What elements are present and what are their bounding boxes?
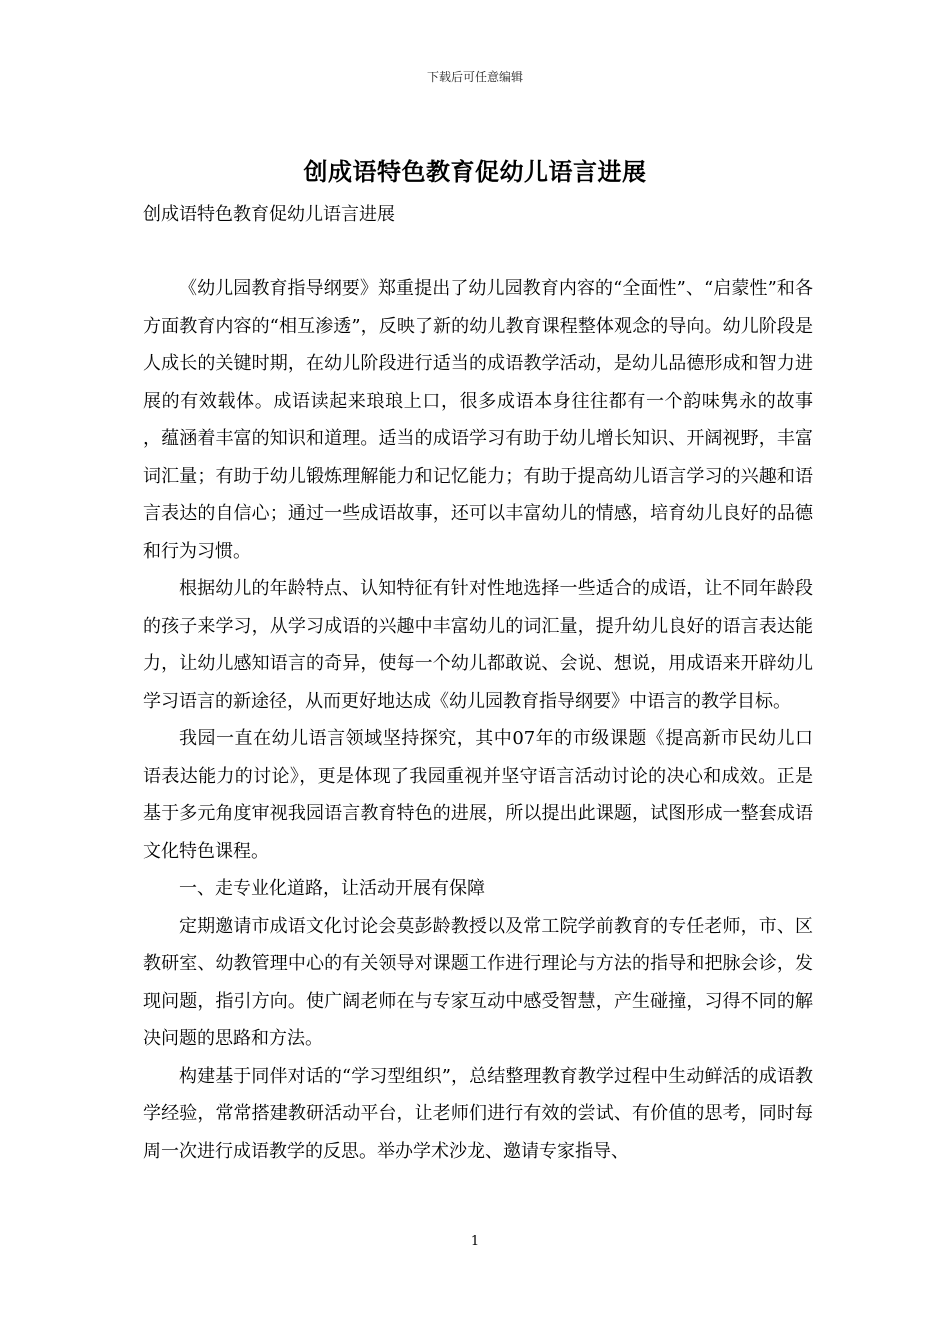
- section-heading-1: 一、走专业化道路，让活动开展有保障: [179, 878, 485, 899]
- page-number: 1: [470, 1234, 480, 1249]
- header-note: 下载后可任意编辑: [426, 70, 523, 84]
- paragraph-learning-organization: 构建基于同伴对话的“学习型组织”，总结整理教育教学过程中生动鲜活的成语教学经验，常常搭建教研活动平台，让老师们进行有效的尝试、有价值的思考，同时每周一次进行成语教学的反思。举办学术沙龙、邀请专家指导、: [143, 1065, 813, 1162]
- paragraph-age-selection: 根据幼儿的年龄特点、认知特征有针对性地选择一些适合的成语，让不同年龄段的孩子来学习，从学习成语的兴趣中丰富幼儿的词汇量，提升幼儿良好的语言表达能力，让幼儿感知语言的奇异，使每一个幼儿都敢说、会说、想说，用成语来开辟幼儿学习语言的新途径，从而更好地达成《幼儿园教育指导纲要》中语言的教学目标。: [143, 578, 813, 712]
- paragraph-research-history: 我园一直在幼儿语言领域坚持探究，其中07年的市级课题《提高新市民幼儿口语表达能力的讨论》，更是体现了我园重视并坚守语言活动讨论的决心和成效。正是基于多元角度审视我园语言教育特色的进展，所以提出此课题，试图形成一整套成语文化特色课程。: [143, 728, 813, 862]
- paragraph-intro: 《幼儿园教育指导纲要》郑重提出了幼儿园教育内容的“全面性”、“启蒙性”和各方面教育内容的“相互渗透”，反映了新的幼儿教育课程整体观念的导向。幼儿阶段是人成长的关键时期，在幼儿阶段进行适当的成语教学活动，是幼儿品德形成和智力进展的有效载体。成语读起来琅琅上口，很多成语本身往往都有一个韵味隽永的故事 ，蕴涵着丰富的知识和道理。适当的成语学习有助于幼儿增长知识、开阔视野，丰富词汇量；有助于幼儿锻炼理解能力和记忆能力；有助于提高幼儿语言学习的兴趣和语言表达的自信心；通过一些成语故事，还可以丰富幼儿的情感，培育幼儿良好的品德和行为习惯。: [143, 278, 813, 562]
- document-title: 创成语特色教育促幼儿语言进展: [303, 157, 647, 186]
- document-body: [143, 270, 813, 1170]
- paragraph-expert-guidance: 定期邀请市成语文化讨论会莫彭龄教授以及常工院学前教育的专任老师，市、区教研室、幼教管理中心的有关领导对课题工作进行理论与方法的指导和把脉会诊，发现问题，指引方向。使广阔老师在与专家互动中感受智慧，产生碰撞，习得不同的解决问题的思路和方法。: [143, 915, 813, 1049]
- document-subtitle: 创成语特色教育促幼儿语言进展: [143, 204, 395, 225]
